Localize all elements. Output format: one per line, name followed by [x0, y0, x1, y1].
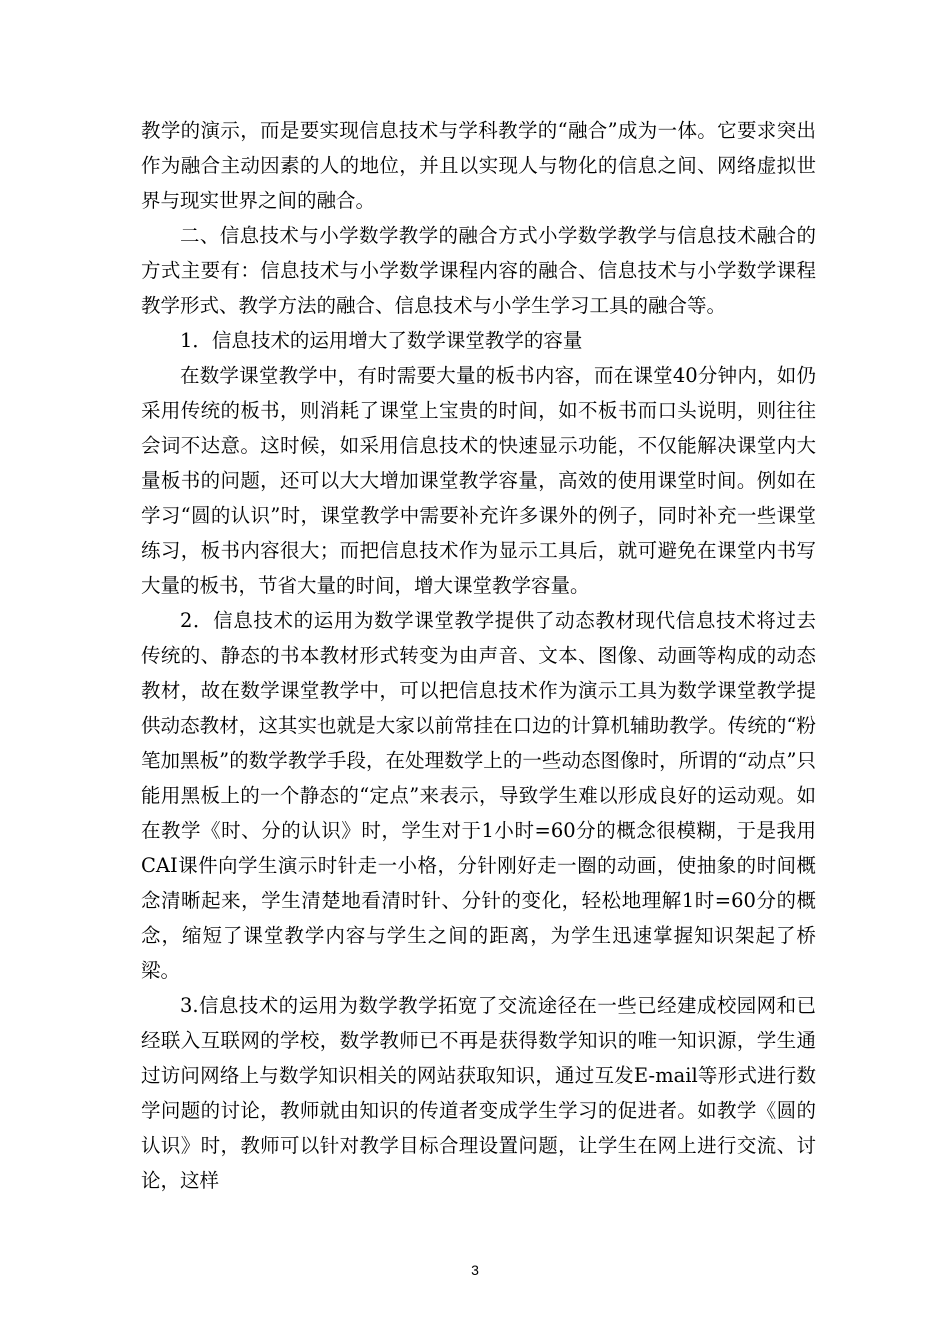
document-body [141, 113, 816, 1198]
paragraph-section-two: 二、信息技术与小学数学教学的融合方式小学数学教学与信息技术融合的方式主要有：信息技术与小学数学课程内容的融合、信息技术与小学数学课程教学形式、教学方法的融合、信息技术与小学生学习工具的融合等。 [141, 224, 816, 317]
paragraph-item-2: 2．信息技术的运用为数学课堂教学提供了动态教材现代信息技术将过去传统的、静态的书本教材形式转变为由声音、文本、图像、动画等构成的动态教材，故在数学课堂教学中，可以把信息技术作为演示工具为数学课堂教学提供动态教材，这其实也就是大家以前常挂在口边的计算机辅助教学。传统的“粉笔加黑板”的数学教学手段，在处理数学上的一些动态图像时，所谓的“动点”只能用黑板上的一个静态的“定点”来表示，导致学生难以形成良好的运动观。如在教学《时、分的认识》时，学生对于1小时=60分的概念很模糊，于是我用CAI课件向学生演示时针走一小格，分针刚好走一圈的动画，使抽象的时间概念清晰起来，学生清楚地看清时针、分针的变化，轻松地理解1时=60分的概念，缩短了课堂教学内容与学生之间的距离，为学生迅速掌握知识架起了桥梁。 [141, 609, 816, 982]
paragraph-item-1-heading: 1．信息技术的运用增大了数学课堂教学的容量 [180, 329, 583, 352]
paragraph-continuation: 教学的演示，而是要实现信息技术与学科教学的“融合”成为一体。它要求突出作为融合主动因素的人的地位，并且以实现人与物化的信息之间、网络虚拟世界与现实世界之间的融合。 [141, 119, 816, 212]
paragraph-item-3: 3.信息技术的运用为数学教学拓宽了交流途径在一些已经建成校园网和已经联入互联网的学校，数学教师已不再是获得数学知识的唯一知识源，学生通过访问网络上与数学知识相关的网站获取知识，通过互发E-mail等形式进行数学问题的讨论，教师就由知识的传道者变成学生学习的促进者。如教学《圆的认识》时，教师可以针对教学目标合理设置问题，让学生在网上进行交流、讨论，这样 [141, 994, 816, 1192]
paragraph-item-1-body: 在数学课堂教学中，有时需要大量的板书内容，而在课堂40分钟内，如仍采用传统的板书，则消耗了课堂上宝贵的时间，如不板书而口头说明，则往往会词不达意。这时候，如采用信息技术的快速显示功能，不仅能解决课堂内大量板书的问题，还可以大大增加课堂教学容量，高效的使用课堂时间。例如在学习“圆的认识”时，课堂教学中需要补充许多课外的例子，同时补充一些课堂练习，板书内容很大；而把信息技术作为显示工具后，就可避免在课堂内书写大量的板书，节省大量的时间，增大课堂教学容量。 [141, 364, 816, 597]
page-number: 3 [471, 1262, 479, 1278]
